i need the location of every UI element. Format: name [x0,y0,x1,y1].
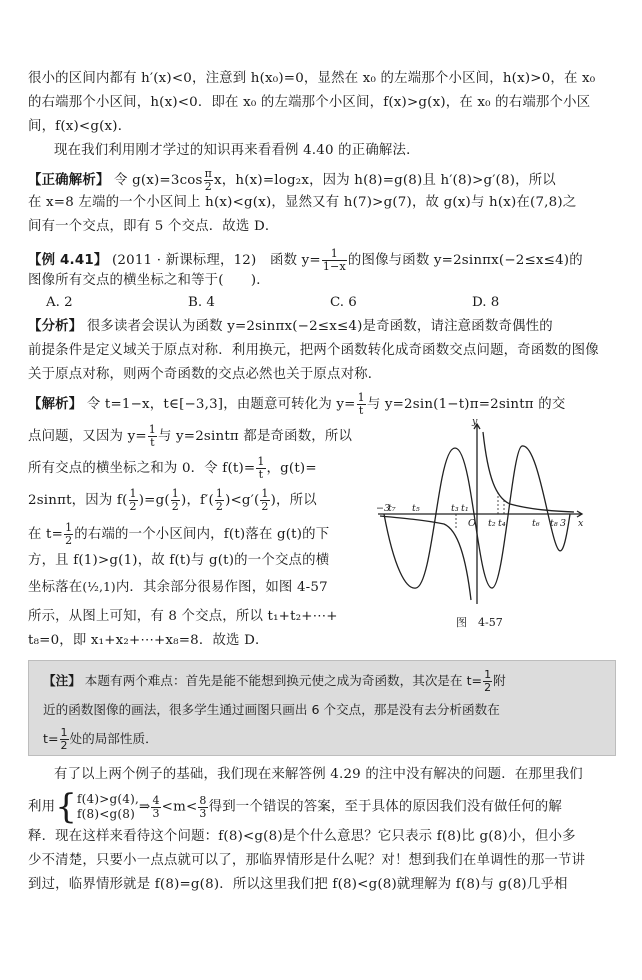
section-label: 【分析】 [28,319,83,334]
hyperbola-right-branch [483,432,574,512]
text-line: 少不清楚，只要小一点点就可以了，那临界情形是什么呢？对！想到我们在单调性的那一节讲 [28,853,586,868]
text-line: 到过，临界情形就是 f(8)=g(8)．所以这里我们把 f(8)<g(8)就理解为 f(8)与 g(8)几乎相 [28,877,568,892]
x-axis-label: x [578,518,584,529]
example-label: 【例 4.41】 [28,253,108,268]
text-line: 在 t= $\frac{1}{2}$ 的右端的一个小区间内，f(t)落在 g(t)的下 [28,521,330,547]
text-line: 点问题，又因为 y= $\frac{1}{t}$ 与 y=2sintπ 都是奇函数，所以 [28,423,353,449]
intersection-label: t₈ [550,518,558,529]
text-line: 2sinπt，因为 f( $\frac{1}{2}$ )=g( $\frac{1}{2}$ )，f′( $\frac{1}{2}$ )<g′( $\frac{1}{2}$ )，所以 [28,487,317,513]
figure-caption: 图 4-57 [456,616,503,629]
fraction: $\frac{1}{t}$ [148,423,156,449]
section-label: 【解析】 [28,397,83,412]
tick-label: 3 [560,518,567,529]
text-line: 前提条件是定义域关于原点对称．利用换元，把两个函数转化成奇函数交点问题，奇函数的图像 [28,343,599,358]
fraction: $\frac{1}{1-x}$ [322,247,346,273]
intersection-label: t₂ [488,518,496,529]
analysis-line: 【分析】 很多读者会误认为函数 y=2sinπx(−2≤x≤4)是奇函数，请注意函数奇偶性的 [28,319,553,334]
solution-line: 【解析】 令 t=1−x，t∈[−3,3]，由题意可转化为 y= $\frac{1}{t}$ 与 y=2sin(1−t)π=2sintπ 的交 [28,391,566,417]
text-line: 所有交点的横坐标之和为 0．令 f(t)= $\frac{1}{t}$ ，g(t)= [28,455,317,481]
correct-solution-line: 【正确解析】 令 g(x)=3cos $\frac{\pi}{2}$ x，h(x)=log₂x，因为 h(8)=g(8)且 h′(8)>g′(8)，所以 [28,167,556,193]
text-line: t₈=0，即 x₁+x₂+⋯+x₈=8．故选 D． [28,633,269,648]
origin-label: O [468,518,476,529]
text-line: 很小的区间内都有 h′(x)<0，注意到 h(x₀)=0，显然在 x₀ 的左端那个小区间，h(x)>0，在 x₀ [28,71,596,86]
note-box: 【注】 本题有两个难点：首先是能不能想到换元使之成为奇函数，其次是在 t= $\frac{1}{2}$ 附 近的函数图像的画法，很多学生通过画图只画出 6 个交点，那是没有去分析函数在 t= $\frac{1}{2}$ 处的局部性质． [28,660,616,756]
text-line: 在 x=8 左端的一个小区间上 h(x)<g(x)，显然又有 h(7)>g(7)，故 g(x)与 h(x)在(7,8)之 [28,195,577,210]
text-line: 间，f(x)<g(x)． [28,119,132,134]
text-line: 间有一个交点，即有 5 个交点．故选 D． [28,219,279,234]
option-c: C. 6 [330,295,357,310]
option-b: B. 4 [188,295,215,310]
text-line: 现在我们利用刚才学过的知识再来看看例 4.40 的正确解法． [54,143,420,158]
y-axis-label: y [472,418,478,427]
intersection-label: t₁ [461,503,469,514]
fraction: $\frac{1}{t}$ [357,391,365,417]
hyperbola-left-branch [380,516,471,600]
note-label: 【注】 [43,673,81,688]
intersection-label: t₇ [388,503,396,514]
function-graph-figure [372,418,588,614]
option-a: A. 2 [46,295,73,310]
fraction: $\frac{\pi}{2}$ [204,167,213,193]
text-line: 利用{ f(4)>g(4), f(8)<g(8) ⇒ $\frac{4}{3}$ <m< $\frac{8}{3}$ 得到一个错误的答案，至于具体的原因我们没有做任何的解 [28,787,562,827]
text-line: 释．现在这样来看待这个问题：f(8)<g(8)是个什么意思？它只表示 f(8)比 g(8)小，但小多 [28,829,576,844]
section-label: 【正确解析】 [28,173,110,188]
tick-label: −3 [376,503,391,514]
fraction: $\frac{1}{t}$ [257,455,265,481]
intersection-label: t₆ [532,518,540,529]
text-line: 坐标落在(½,1)内．其余部分很易作图，如图 4-57 [28,580,328,595]
text-line: 方，且 f(1)>g(1)，故 f(t)与 g(t)的一个交点的横 [28,553,330,568]
text-line: 有了以上两个例子的基础，我们现在来解答例 4.29 的注中没有解决的问题．在那里我们 [54,767,583,782]
intersection-label: t₅ [412,503,420,514]
example-title-line: 【例 4.41】 (2011 · 新课标理，12) 函数 y= $\frac{1}{1-x}$ 的图像与函数 y=2sinπx(−2≤x≤4)的 [28,247,583,273]
intersection-label: t₃ [451,503,459,514]
text-line: 所示，从图上可知，有 8 个交点，所以 t₁+t₂+⋯+ [28,609,338,624]
text-line: 的右端那个小区间，h(x)<0．即在 x₀ 的左端那个小区间，f(x)>g(x)，在 x₀ 的右端那个小区 [28,95,591,110]
intersection-label: t₄ [498,518,506,529]
option-d: D. 8 [472,295,500,310]
text-line: 图像所有交点的横坐标之和等于( )． [28,273,270,288]
text-line: 关于原点对称，则两个奇函数的交点必然也关于原点对称． [28,367,382,382]
